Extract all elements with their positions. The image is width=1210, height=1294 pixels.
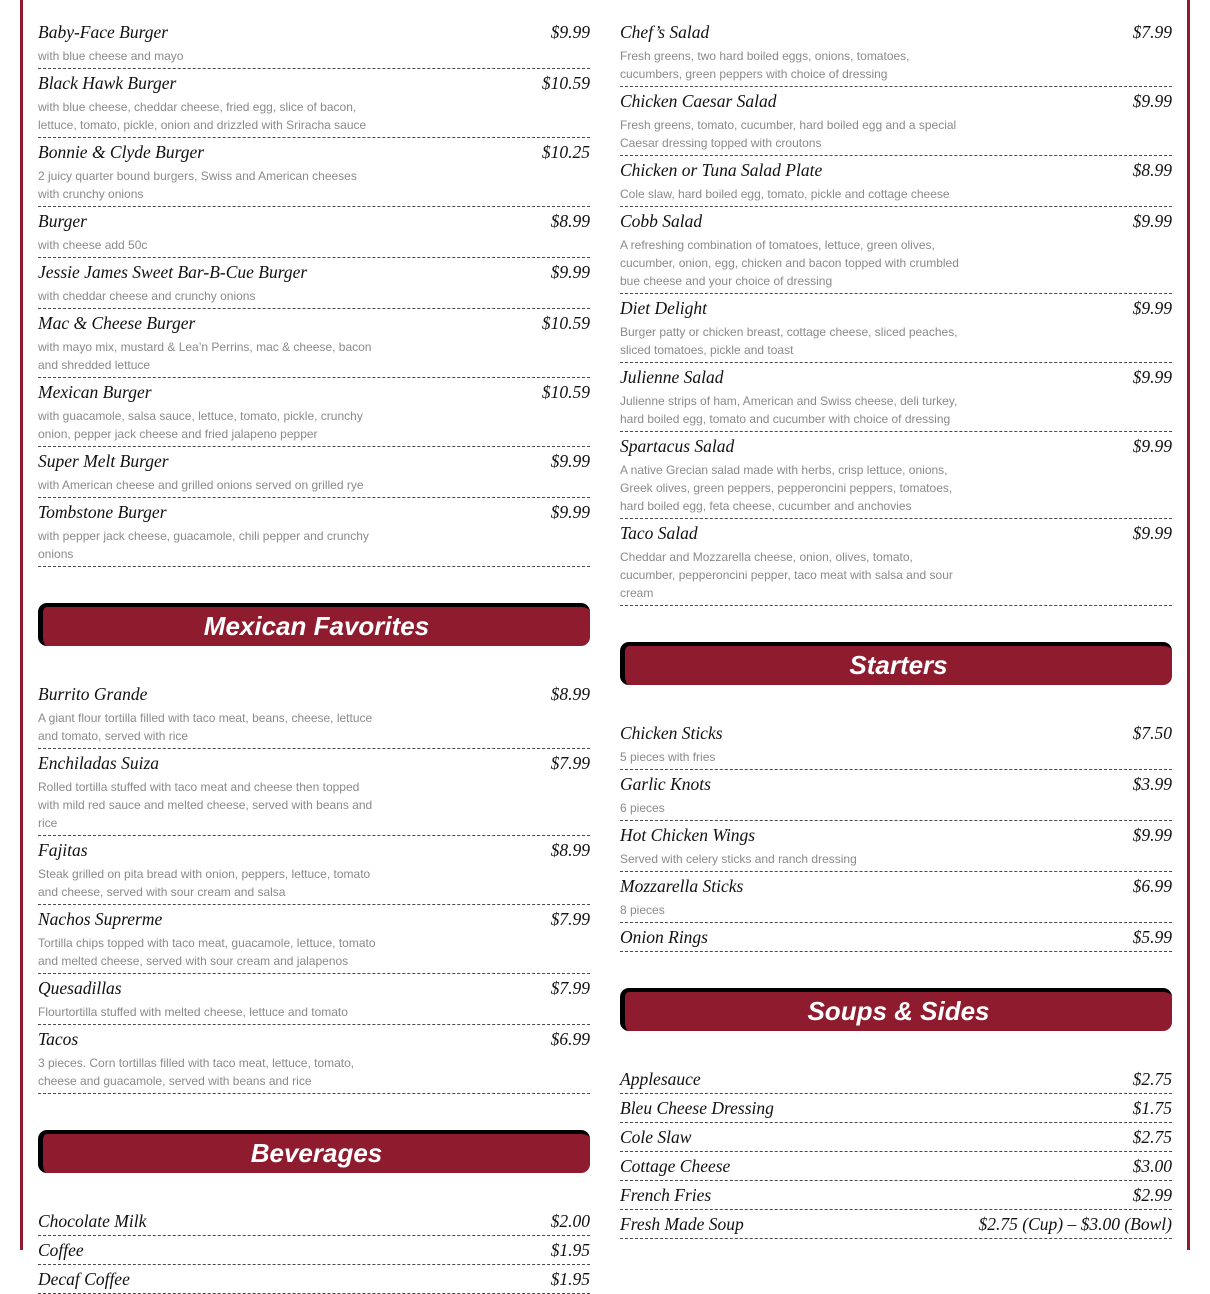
item-name: Julienne Salad xyxy=(620,367,724,387)
menu-item xyxy=(620,87,1172,156)
item-price: $9.99 xyxy=(550,502,590,522)
item-name: Mexican Burger xyxy=(38,382,152,402)
item-desc: A native Grecian salad made with herbs, crisp lettuce, onions, Greek olives, green peppers, pepperoncini peppers, tomatoes, hard boiled egg, feta cheese, cucumber and anchovies xyxy=(620,463,953,513)
item-desc: with blue cheese and mayo xyxy=(38,49,184,63)
menu-item xyxy=(620,1210,1172,1239)
item-price: $9.99 xyxy=(550,262,590,282)
menu-item xyxy=(38,1207,590,1236)
item-desc: 3 pieces. Corn tortillas filled with taco meat, lettuce, tomato, cheese and guacamole, served with beans and rice xyxy=(38,1056,355,1088)
left-column xyxy=(38,18,590,1294)
item-name: Quesadillas xyxy=(38,978,122,998)
item-desc: 2 juicy quarter bound burgers, Swiss and American cheeses with crunchy onions xyxy=(38,169,357,201)
item-name: Mac & Cheese Burger xyxy=(38,313,196,333)
item-price: $6.99 xyxy=(550,1029,590,1049)
section-header-mexican xyxy=(38,603,590,646)
menu-item xyxy=(38,258,590,309)
beverages-list xyxy=(38,1207,590,1294)
item-name: Super Melt Burger xyxy=(38,451,169,471)
item-name: Chicken or Tuna Salad Plate xyxy=(620,160,823,180)
menu-item xyxy=(38,18,590,69)
menu-item xyxy=(38,1236,590,1265)
item-desc: Cheddar and Mozzarella cheese, onion, olives, tomato, cucumber, pepperoncini pepper, taco meat with salsa and sour cream xyxy=(620,550,953,600)
item-price: $2.75 xyxy=(1132,1127,1172,1147)
menu-item xyxy=(620,156,1172,207)
section-title: Mexican Favorites xyxy=(203,611,430,641)
item-name: Chicken Caesar Salad xyxy=(620,91,777,111)
menu-item xyxy=(620,18,1172,87)
item-price: $1.75 xyxy=(1132,1098,1172,1118)
item-desc: 6 pieces xyxy=(620,801,665,815)
item-name: Taco Salad xyxy=(620,523,698,543)
item-price: $8.99 xyxy=(550,840,590,860)
item-desc: Cole slaw, hard boiled egg, tomato, pickle and cottage cheese xyxy=(620,187,950,201)
section-title: Beverages xyxy=(250,1138,383,1168)
item-price: $2.75 xyxy=(1132,1069,1172,1089)
item-price: $7.50 xyxy=(1132,723,1172,743)
menu-item xyxy=(620,821,1172,872)
item-price: $9.99 xyxy=(1132,436,1172,456)
item-name: Fresh Made Soup xyxy=(620,1214,744,1234)
section-header-starters xyxy=(620,642,1172,685)
item-desc: 5 pieces with fries xyxy=(620,750,716,764)
item-desc: Fresh greens, tomato, cucumber, hard boiled egg and a special Caesar dressing topped with croutons xyxy=(620,118,957,150)
menu-item xyxy=(620,1152,1172,1181)
menu-item xyxy=(620,363,1172,432)
item-price: $7.99 xyxy=(550,753,590,773)
item-name: Chef’s Salad xyxy=(620,22,710,42)
item-price: $9.99 xyxy=(1132,211,1172,231)
item-name: Coffee xyxy=(38,1240,84,1260)
item-name: Cobb Salad xyxy=(620,211,703,231)
item-desc: Served with celery sticks and ranch dressing xyxy=(620,852,857,866)
item-name: Spartacus Salad xyxy=(620,436,735,456)
menu-item xyxy=(620,719,1172,770)
item-price: $2.75 (Cup) – $3.00 (Bowl) xyxy=(978,1214,1172,1234)
item-price: $8.99 xyxy=(550,211,590,231)
item-name: Chocolate Milk xyxy=(38,1211,147,1231)
item-desc: Tortilla chips topped with taco meat, guacamole, lettuce, tomato and melted cheese, served with sour cream and jalapenos xyxy=(38,936,376,968)
item-name: Applesauce xyxy=(620,1069,701,1089)
menu-item xyxy=(38,749,590,836)
menu-item xyxy=(620,1123,1172,1152)
item-desc: Flourtortilla stuffed with melted cheese, lettuce and tomato xyxy=(38,1005,348,1019)
item-name: Tacos xyxy=(38,1029,79,1049)
item-price: $7.99 xyxy=(1132,22,1172,42)
menu-item xyxy=(620,432,1172,519)
menu-item xyxy=(620,770,1172,821)
item-name: Baby-Face Burger xyxy=(38,22,169,42)
section-title: Soups & Sides xyxy=(807,996,990,1026)
item-name: Cole Slaw xyxy=(620,1127,692,1147)
item-price: $9.99 xyxy=(1132,825,1172,845)
item-desc: with pepper jack cheese, guacamole, chili pepper and crunchy onions xyxy=(38,529,369,561)
item-name: Garlic Knots xyxy=(620,774,711,794)
item-price: $10.59 xyxy=(541,382,590,402)
item-price: $1.95 xyxy=(550,1269,590,1289)
menu-item xyxy=(620,294,1172,363)
item-price: $9.99 xyxy=(1132,91,1172,111)
item-name: Mozzarella Sticks xyxy=(620,876,744,896)
menu-item xyxy=(38,1265,590,1294)
section-header-beverages xyxy=(38,1130,590,1173)
right-column xyxy=(620,18,1172,1239)
menu-item xyxy=(38,69,590,138)
item-price: $9.99 xyxy=(1132,298,1172,318)
item-price: $3.00 xyxy=(1132,1156,1172,1176)
menu-item xyxy=(38,447,590,498)
item-name: Fajitas xyxy=(38,840,88,860)
item-desc: with cheddar cheese and crunchy onions xyxy=(38,289,256,303)
item-name: Black Hawk Burger xyxy=(38,73,177,93)
item-price: $5.99 xyxy=(1132,927,1172,947)
item-desc: Rolled tortilla stuffed with taco meat and cheese then topped with mild red sauce and melted cheese, served with beans and rice xyxy=(38,780,373,830)
item-desc: with mayo mix, mustard & Lea’n Perrins, mac & cheese, bacon and shredded lettuce xyxy=(38,340,372,372)
item-price: $8.99 xyxy=(550,684,590,704)
section-header-soups xyxy=(620,988,1172,1031)
section-title: Starters xyxy=(849,650,948,680)
menu-item xyxy=(38,207,590,258)
item-price: $9.99 xyxy=(550,22,590,42)
menu-item xyxy=(38,378,590,447)
menu-item xyxy=(620,1181,1172,1210)
menu-item xyxy=(38,138,590,207)
item-price: $8.99 xyxy=(1132,160,1172,180)
item-price: $2.00 xyxy=(550,1211,590,1231)
item-price: $10.59 xyxy=(541,73,590,93)
item-price: $7.99 xyxy=(550,978,590,998)
item-price: $10.59 xyxy=(541,313,590,333)
item-price: $9.99 xyxy=(1132,523,1172,543)
item-desc: Julienne strips of ham, American and Swiss cheese, deli turkey, hard boiled egg, tomato and cucumber with choice of dressing xyxy=(620,394,958,426)
item-name: Bleu Cheese Dressing xyxy=(620,1098,774,1118)
item-price: $9.99 xyxy=(550,451,590,471)
soups-list xyxy=(620,1065,1172,1239)
item-name: Enchiladas Suiza xyxy=(38,753,160,773)
menu-item xyxy=(620,519,1172,606)
item-price: $2.99 xyxy=(1132,1185,1172,1205)
item-price: $6.99 xyxy=(1132,876,1172,896)
menu-item xyxy=(620,1065,1172,1094)
burgers-list xyxy=(38,18,590,567)
item-desc: with cheese add 50c xyxy=(38,238,148,252)
item-name: Nachos Suprerme xyxy=(38,909,163,929)
starters-list xyxy=(620,719,1172,952)
item-desc: with guacamole, salsa sauce, lettuce, tomato, pickle, crunchy onion, pepper jack cheese and fried jalapeno pepper xyxy=(38,409,363,441)
item-name: Chicken Sticks xyxy=(620,723,723,743)
item-desc: A giant flour tortilla filled with taco meat, beans, cheese, lettuce and tomato, served with rice xyxy=(38,711,373,743)
menu-item xyxy=(38,309,590,378)
item-price: $1.95 xyxy=(550,1240,590,1260)
menu-item xyxy=(620,872,1172,923)
item-desc: Fresh greens, two hard boiled eggs, onions, tomatoes, cucumbers, green peppers with choice of dressing xyxy=(620,49,910,81)
item-price: $10.25 xyxy=(541,142,590,162)
menu-item xyxy=(620,923,1172,952)
menu-item xyxy=(38,974,590,1025)
item-name: Tombstone Burger xyxy=(38,502,167,522)
menu-item xyxy=(38,680,590,749)
menu-item xyxy=(38,1025,590,1094)
item-name: Burger xyxy=(38,211,87,231)
item-name: French Fries xyxy=(620,1185,712,1205)
menu-item xyxy=(620,207,1172,294)
item-name: Hot Chicken Wings xyxy=(620,825,756,845)
item-name: Diet Delight xyxy=(620,298,707,318)
item-name: Cottage Cheese xyxy=(620,1156,731,1176)
item-name: Decaf Coffee xyxy=(38,1269,130,1289)
menu-item xyxy=(38,498,590,567)
mexican-list xyxy=(38,680,590,1094)
item-name: Burrito Grande xyxy=(38,684,148,704)
item-desc: Steak grilled on pita bread with onion, peppers, lettuce, tomato and cheese, served with sour cream and salsa xyxy=(38,867,371,899)
menu-item xyxy=(620,1094,1172,1123)
salads-list xyxy=(620,18,1172,606)
menu-item xyxy=(38,836,590,905)
item-name: Bonnie & Clyde Burger xyxy=(38,142,205,162)
item-name: Onion Rings xyxy=(620,927,708,947)
item-price: $9.99 xyxy=(1132,367,1172,387)
item-desc: 8 pieces xyxy=(620,903,665,917)
menu-item xyxy=(38,905,590,974)
item-desc: with blue cheese, cheddar cheese, fried egg, slice of bacon, lettuce, tomato, pickle, onion and drizzled with Sriracha sauce xyxy=(38,100,367,132)
item-price: $7.99 xyxy=(550,909,590,929)
item-price: $3.99 xyxy=(1132,774,1172,794)
item-name: Jessie James Sweet Bar-B-Cue Burger xyxy=(38,262,308,282)
item-desc: A refreshing combination of tomatoes, lettuce, green olives, cucumber, onion, egg, chicken and bacon topped with crumbled bue cheese and your choice of dressing xyxy=(620,238,959,288)
item-desc: Burger patty or chicken breast, cottage cheese, sliced peaches, sliced tomatoes, pickle and toast xyxy=(620,325,958,357)
item-desc: with American cheese and grilled onions served on grilled rye xyxy=(38,478,364,492)
